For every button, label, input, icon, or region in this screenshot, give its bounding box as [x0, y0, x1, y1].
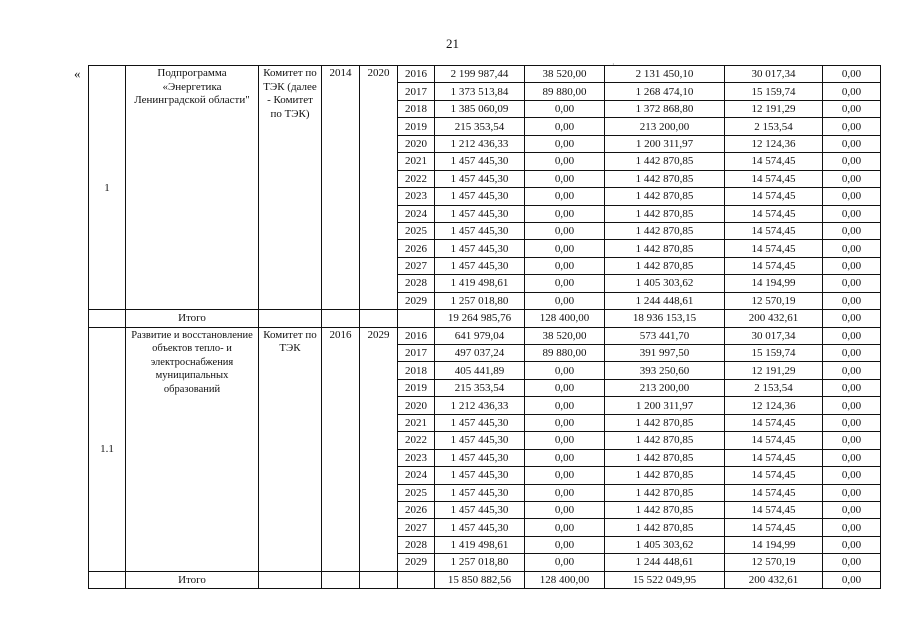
regional-budget: 1 405 303,62 — [605, 536, 725, 553]
end-year: 2020 — [360, 66, 398, 310]
regional-budget: 1 442 870,85 — [605, 240, 725, 257]
executor: Комитет по ТЭК — [259, 327, 322, 571]
total-amount: 1 419 498,61 — [435, 536, 525, 553]
local-budget: 14 574,45 — [725, 501, 823, 518]
federal-budget: 38 520,00 — [525, 327, 605, 344]
local-budget: 12 191,29 — [725, 100, 823, 117]
local-budget: 30 017,34 — [725, 327, 823, 344]
local-budget: 14 574,45 — [725, 222, 823, 239]
regional-budget: 1 442 870,85 — [605, 153, 725, 170]
total-amount: 1 457 445,30 — [435, 432, 525, 449]
section-number: 1.1 — [89, 327, 126, 571]
local-budget: 15 159,74 — [725, 345, 823, 362]
federal-budget: 0,00 — [525, 554, 605, 571]
regional-budget: 1 442 870,85 — [605, 484, 725, 501]
total-amount: 1 457 445,30 — [435, 257, 525, 274]
regional-budget: 1 442 870,85 — [605, 170, 725, 187]
budget-table — [88, 65, 881, 589]
local-budget: 14 194,99 — [725, 536, 823, 553]
year-cell: 2020 — [398, 135, 435, 152]
total-amount: 1 457 445,30 — [435, 414, 525, 431]
other-sources: 0,00 — [823, 257, 881, 274]
total-amount: 497 037,24 — [435, 345, 525, 362]
total-regional-budget: 18 936 153,15 — [605, 310, 725, 327]
year-cell: 2017 — [398, 345, 435, 362]
year-cell: 2025 — [398, 222, 435, 239]
year-cell: 2018 — [398, 362, 435, 379]
year-cell: 2020 — [398, 397, 435, 414]
total-amount: 1 419 498,61 — [435, 275, 525, 292]
other-sources: 0,00 — [823, 414, 881, 431]
regional-budget: 1 442 870,85 — [605, 222, 725, 239]
regional-budget: 1 442 870,85 — [605, 449, 725, 466]
other-sources: 0,00 — [823, 501, 881, 518]
regional-budget: 1 268 474,10 — [605, 83, 725, 100]
scan-speck: · — [612, 60, 615, 69]
page-number: 21 — [446, 36, 459, 51]
federal-budget: 0,00 — [525, 135, 605, 152]
federal-budget: 0,00 — [525, 397, 605, 414]
total-federal-budget: 128 400,00 — [525, 571, 605, 588]
total-amount: 1 457 445,30 — [435, 188, 525, 205]
year-cell: 2022 — [398, 170, 435, 187]
total-label: Итого — [126, 310, 259, 327]
other-sources: 0,00 — [823, 205, 881, 222]
federal-budget: 0,00 — [525, 432, 605, 449]
other-sources: 0,00 — [823, 118, 881, 135]
local-budget: 14 194,99 — [725, 275, 823, 292]
executor: Комитет по ТЭК (далее - Комитет по ТЭК) — [259, 66, 322, 310]
section-name: Развитие и восстановление объектов тепло- и электроснабжения муниципальных образований — [126, 327, 259, 571]
year-cell: 2024 — [398, 205, 435, 222]
federal-budget: 0,00 — [525, 484, 605, 501]
section-name: Подпрограмма «Энергетика Ленинградской области" — [126, 66, 259, 310]
start-year: 2016 — [322, 327, 360, 571]
federal-budget: 0,00 — [525, 501, 605, 518]
federal-budget: 0,00 — [525, 153, 605, 170]
total-amount: 1 212 436,33 — [435, 397, 525, 414]
regional-budget: 1 442 870,85 — [605, 188, 725, 205]
regional-budget: 1 442 870,85 — [605, 414, 725, 431]
year-cell: 2018 — [398, 100, 435, 117]
regional-budget: 1 372 868,80 — [605, 100, 725, 117]
local-budget: 2 153,54 — [725, 118, 823, 135]
blank-cell — [259, 310, 322, 327]
other-sources: 0,00 — [823, 135, 881, 152]
local-budget: 14 574,45 — [725, 449, 823, 466]
year-cell: 2027 — [398, 257, 435, 274]
other-sources: 0,00 — [823, 222, 881, 239]
total-amount: 1 257 018,80 — [435, 292, 525, 309]
total-federal-budget: 128 400,00 — [525, 310, 605, 327]
year-cell: 2019 — [398, 379, 435, 396]
other-sources: 0,00 — [823, 449, 881, 466]
total-amount: 1 385 060,09 — [435, 100, 525, 117]
start-year: 2014 — [322, 66, 360, 310]
regional-budget: 1 442 870,85 — [605, 205, 725, 222]
other-sources: 0,00 — [823, 188, 881, 205]
year-cell: 2016 — [398, 66, 435, 83]
federal-budget: 0,00 — [525, 275, 605, 292]
regional-budget: 2 131 450,10 — [605, 66, 725, 83]
regional-budget: 1 200 311,97 — [605, 397, 725, 414]
total-other-sources: 0,00 — [823, 571, 881, 588]
total-amount: 1 457 445,30 — [435, 501, 525, 518]
year-cell: 2029 — [398, 292, 435, 309]
federal-budget: 0,00 — [525, 257, 605, 274]
year-cell: 2022 — [398, 432, 435, 449]
other-sources: 0,00 — [823, 240, 881, 257]
total-amount: 1 457 445,30 — [435, 222, 525, 239]
other-sources: 0,00 — [823, 397, 881, 414]
local-budget: 12 570,19 — [725, 292, 823, 309]
year-cell: 2021 — [398, 414, 435, 431]
local-budget: 14 574,45 — [725, 257, 823, 274]
other-sources: 0,00 — [823, 484, 881, 501]
total-total-amount: 15 850 882,56 — [435, 571, 525, 588]
regional-budget: 1 442 870,85 — [605, 257, 725, 274]
regional-budget: 1 244 448,61 — [605, 554, 725, 571]
other-sources: 0,00 — [823, 379, 881, 396]
other-sources: 0,00 — [823, 100, 881, 117]
local-budget: 14 574,45 — [725, 484, 823, 501]
federal-budget: 0,00 — [525, 100, 605, 117]
other-sources: 0,00 — [823, 519, 881, 536]
year-cell: 2028 — [398, 275, 435, 292]
federal-budget: 0,00 — [525, 188, 605, 205]
blank-cell — [89, 310, 126, 327]
local-budget: 14 574,45 — [725, 432, 823, 449]
federal-budget: 89 880,00 — [525, 345, 605, 362]
total-row — [89, 571, 881, 588]
regional-budget: 1 442 870,85 — [605, 432, 725, 449]
regional-budget: 213 200,00 — [605, 118, 725, 135]
local-budget: 14 574,45 — [725, 467, 823, 484]
other-sources: 0,00 — [823, 170, 881, 187]
federal-budget: 0,00 — [525, 205, 605, 222]
total-amount: 215 353,54 — [435, 379, 525, 396]
federal-budget: 0,00 — [525, 414, 605, 431]
regional-budget: 1 200 311,97 — [605, 135, 725, 152]
regional-budget: 1 244 448,61 — [605, 292, 725, 309]
total-amount: 405 441,89 — [435, 362, 525, 379]
local-budget: 12 124,36 — [725, 397, 823, 414]
federal-budget: 0,00 — [525, 536, 605, 553]
local-budget: 14 574,45 — [725, 153, 823, 170]
section-number: 1 — [89, 66, 126, 310]
regional-budget: 573 441,70 — [605, 327, 725, 344]
federal-budget: 38 520,00 — [525, 66, 605, 83]
year-cell: 2017 — [398, 83, 435, 100]
local-budget: 12 191,29 — [725, 362, 823, 379]
other-sources: 0,00 — [823, 327, 881, 344]
local-budget: 14 574,45 — [725, 519, 823, 536]
local-budget: 15 159,74 — [725, 83, 823, 100]
federal-budget: 0,00 — [525, 379, 605, 396]
total-local-budget: 200 432,61 — [725, 310, 823, 327]
total-total-amount: 19 264 985,76 — [435, 310, 525, 327]
total-amount: 1 457 445,30 — [435, 449, 525, 466]
local-budget: 14 574,45 — [725, 170, 823, 187]
table-row — [89, 327, 881, 344]
regional-budget: 1 442 870,85 — [605, 501, 725, 518]
local-budget: 2 153,54 — [725, 379, 823, 396]
total-amount: 1 457 445,30 — [435, 153, 525, 170]
total-amount: 1 212 436,33 — [435, 135, 525, 152]
federal-budget: 0,00 — [525, 362, 605, 379]
total-amount: 215 353,54 — [435, 118, 525, 135]
year-cell: 2026 — [398, 501, 435, 518]
total-amount: 1 457 445,30 — [435, 205, 525, 222]
local-budget: 12 124,36 — [725, 135, 823, 152]
total-amount: 641 979,04 — [435, 327, 525, 344]
year-cell: 2024 — [398, 467, 435, 484]
federal-budget: 0,00 — [525, 292, 605, 309]
other-sources: 0,00 — [823, 554, 881, 571]
other-sources: 0,00 — [823, 292, 881, 309]
local-budget: 14 574,45 — [725, 205, 823, 222]
blank-cell — [89, 571, 126, 588]
total-regional-budget: 15 522 049,95 — [605, 571, 725, 588]
table-row — [89, 66, 881, 83]
local-budget: 14 574,45 — [725, 240, 823, 257]
federal-budget: 0,00 — [525, 519, 605, 536]
year-cell: 2026 — [398, 240, 435, 257]
total-amount: 1 457 445,30 — [435, 240, 525, 257]
other-sources: 0,00 — [823, 536, 881, 553]
local-budget: 30 017,34 — [725, 66, 823, 83]
total-amount: 1 457 445,30 — [435, 484, 525, 501]
regional-budget: 1 442 870,85 — [605, 467, 725, 484]
total-amount: 1 457 445,30 — [435, 467, 525, 484]
blank-cell — [322, 571, 360, 588]
other-sources: 0,00 — [823, 467, 881, 484]
blank-cell — [398, 310, 435, 327]
total-label: Итого — [126, 571, 259, 588]
other-sources: 0,00 — [823, 345, 881, 362]
blank-cell — [259, 571, 322, 588]
total-amount: 1 457 445,30 — [435, 170, 525, 187]
other-sources: 0,00 — [823, 362, 881, 379]
year-cell: 2023 — [398, 449, 435, 466]
year-cell: 2019 — [398, 118, 435, 135]
other-sources: 0,00 — [823, 275, 881, 292]
year-cell: 2016 — [398, 327, 435, 344]
federal-budget: 0,00 — [525, 222, 605, 239]
federal-budget: 0,00 — [525, 467, 605, 484]
regional-budget: 1 442 870,85 — [605, 519, 725, 536]
federal-budget: 0,00 — [525, 170, 605, 187]
opening-quote: « — [74, 66, 81, 81]
other-sources: 0,00 — [823, 432, 881, 449]
federal-budget: 0,00 — [525, 118, 605, 135]
regional-budget: 391 997,50 — [605, 345, 725, 362]
local-budget: 12 570,19 — [725, 554, 823, 571]
total-other-sources: 0,00 — [823, 310, 881, 327]
local-budget: 14 574,45 — [725, 188, 823, 205]
other-sources: 0,00 — [823, 66, 881, 83]
total-row — [89, 310, 881, 327]
year-cell: 2028 — [398, 536, 435, 553]
regional-budget: 1 405 303,62 — [605, 275, 725, 292]
blank-cell — [360, 310, 398, 327]
blank-cell — [398, 571, 435, 588]
end-year: 2029 — [360, 327, 398, 571]
year-cell: 2023 — [398, 188, 435, 205]
total-amount: 1 373 513,84 — [435, 83, 525, 100]
federal-budget: 0,00 — [525, 240, 605, 257]
year-cell: 2021 — [398, 153, 435, 170]
budget-table-body — [89, 66, 881, 589]
total-amount: 2 199 987,44 — [435, 66, 525, 83]
blank-cell — [360, 571, 398, 588]
total-local-budget: 200 432,61 — [725, 571, 823, 588]
regional-budget: 213 200,00 — [605, 379, 725, 396]
regional-budget: 393 250,60 — [605, 362, 725, 379]
blank-cell — [322, 310, 360, 327]
federal-budget: 89 880,00 — [525, 83, 605, 100]
year-cell: 2029 — [398, 554, 435, 571]
other-sources: 0,00 — [823, 83, 881, 100]
other-sources: 0,00 — [823, 153, 881, 170]
total-amount: 1 457 445,30 — [435, 519, 525, 536]
year-cell: 2027 — [398, 519, 435, 536]
total-amount: 1 257 018,80 — [435, 554, 525, 571]
year-cell: 2025 — [398, 484, 435, 501]
local-budget: 14 574,45 — [725, 414, 823, 431]
federal-budget: 0,00 — [525, 449, 605, 466]
